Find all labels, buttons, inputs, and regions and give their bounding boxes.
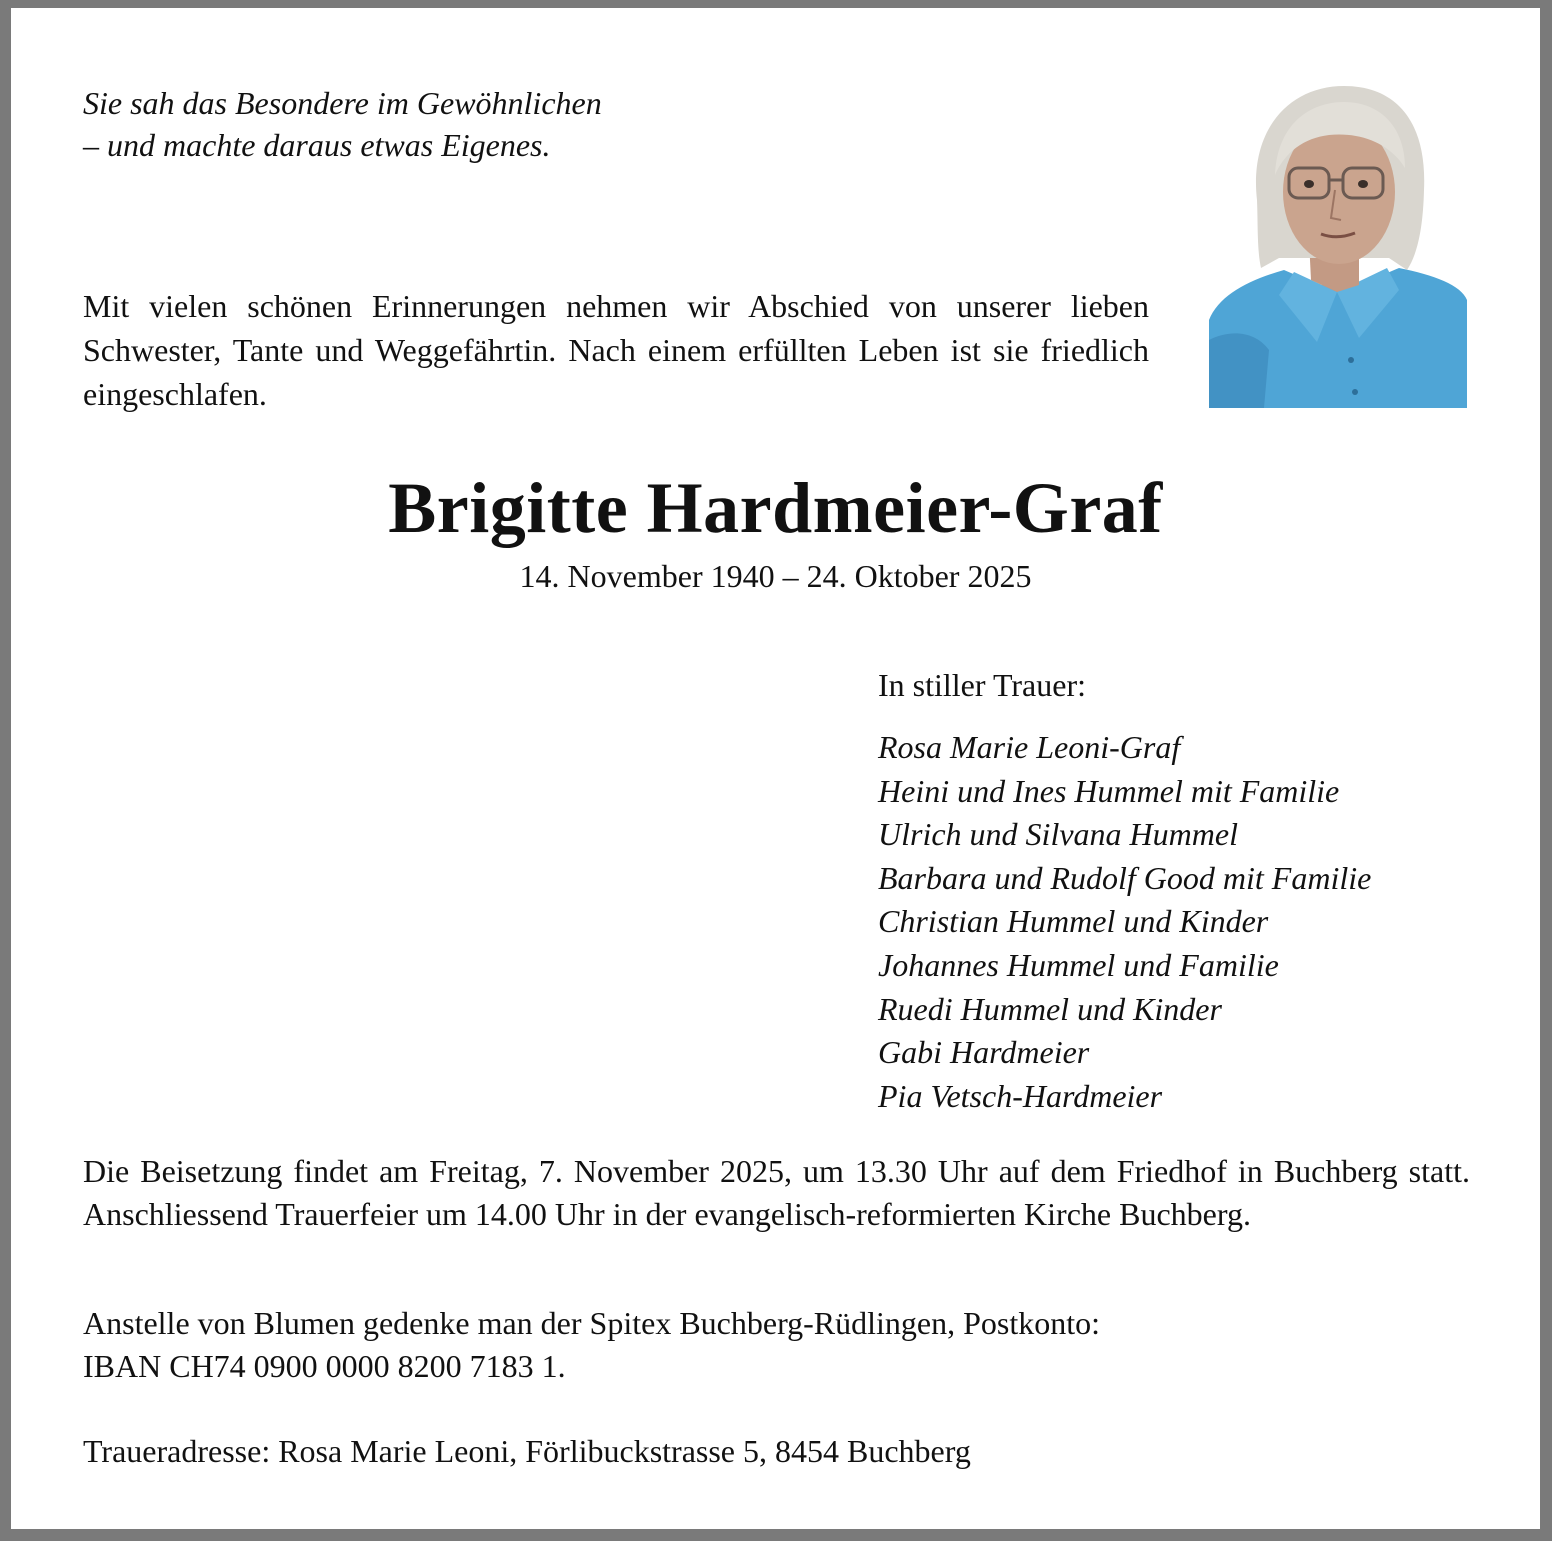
mourner-name: Ulrich und Silvana Hummel: [878, 816, 1238, 853]
portrait-photo: [1209, 80, 1467, 408]
funeral-details: Die Beisetzung findet am Freitag, 7. November 2025, um 13.30 Uhr auf dem Friedhof in Buchberg statt. Anschliessend Trauerfeier um 14.00 Uhr in der evangelisch-reformierten Kirche Buchberg.: [83, 1153, 1470, 1232]
mourner-name: Ruedi Hummel und Kinder: [878, 990, 1222, 1027]
mourner-name: Pia Vetsch-Hardmeier: [878, 1077, 1163, 1114]
mourners-list: [878, 726, 1371, 1118]
mourner-name: Heini und Ines Hummel mit Familie: [878, 772, 1340, 809]
mourner-name: Barbara und Rudolf Good mit Familie: [878, 859, 1372, 896]
memorial-quote: Sie sah das Besondere im Gewöhnlichen – und machte daraus etwas Eigenes.: [83, 85, 602, 163]
deceased-name: Brigitte Hardmeier-Graf: [388, 468, 1163, 548]
donation-note: Anstelle von Blumen gedenke man der Spitex Buchberg-Rüdlingen, Postkonto: IBAN CH74 0900 0000 8200 7183 1.: [83, 1305, 1101, 1384]
mourning-heading: In stiller Trauer:: [878, 667, 1086, 703]
mourner-name: Christian Hummel und Kinder: [878, 903, 1269, 940]
intro-text: Mit vielen schönen Erinnerungen nehmen wir Abschied von unserer lieben Schwester, Tante und Weggefährtin. Nach einem erfüllten Leben ist sie friedlich eingeschlafen.: [83, 288, 1149, 412]
mourner-name: Rosa Marie Leoni-Graf: [878, 729, 1181, 765]
life-dates: 14. November 1940 – 24. Oktober 2025: [519, 558, 1032, 594]
portrait-cardigan-shadow: [1209, 333, 1269, 408]
mourning-address: Traueradresse: Rosa Marie Leoni, Förlibuckstrasse 5, 8454 Buchberg: [83, 1433, 971, 1469]
mourner-name: Gabi Hardmeier: [878, 1034, 1090, 1071]
mourner-name: Johannes Hummel und Familie: [878, 946, 1279, 983]
portrait-illustration: [1209, 80, 1467, 408]
